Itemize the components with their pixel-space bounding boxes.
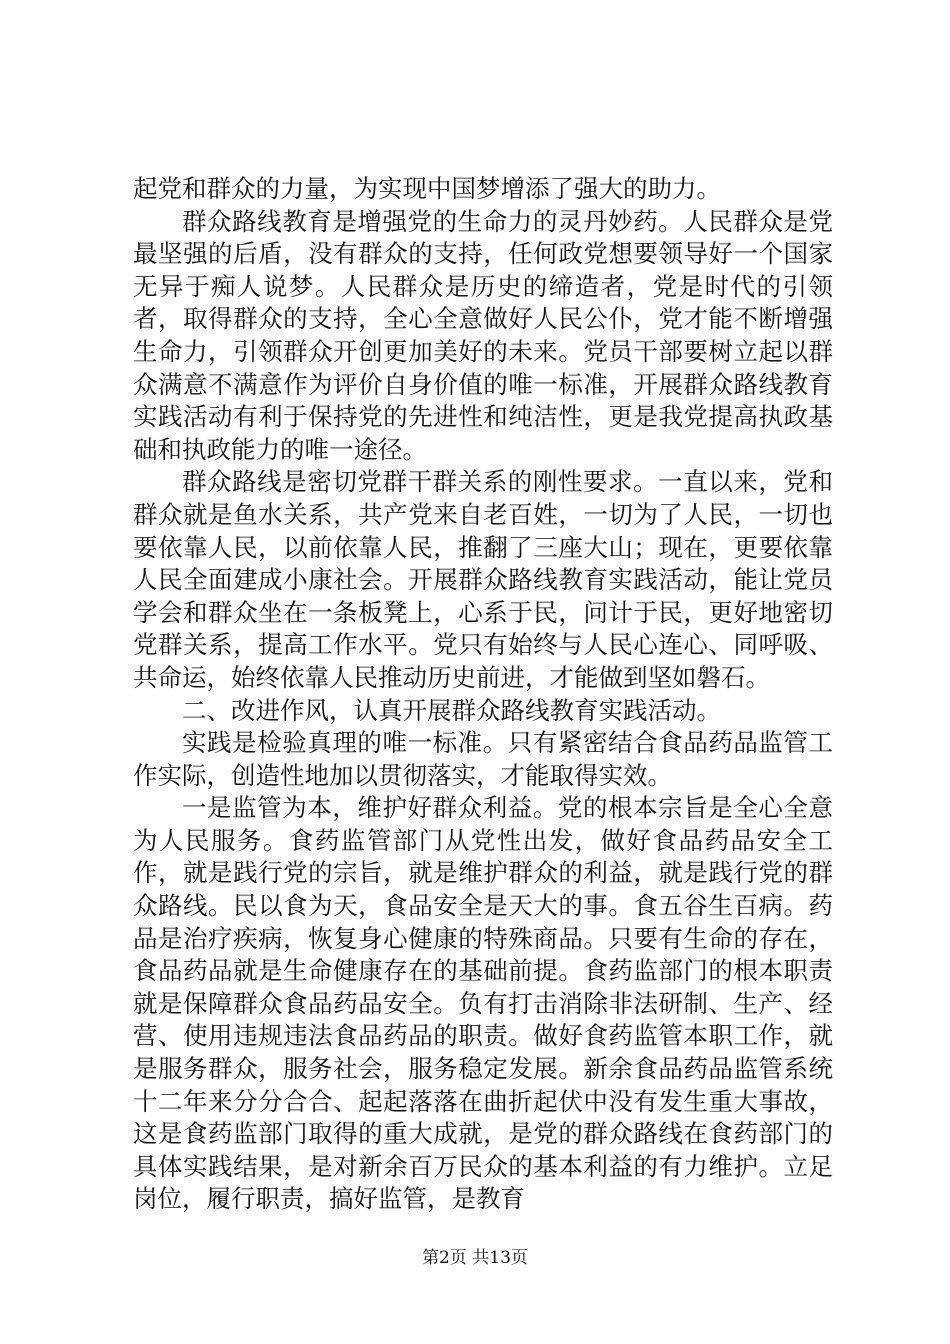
- page-number-footer: 第2页 共13页: [422, 1248, 528, 1268]
- paragraph: 一是监管为本，维护好群众利益。党的根本宗旨是全心全意为人民服务。食药监管部门从党性出发，做好食品药品安全工作，就是践行党的宗旨，就是维护群众的利益，就是践行党的群众路线。民以食为天，食品安全是天大的事。食五谷生百病。药品是治疗疾病，恢复身心健康的特殊商品。只要有生命的存在，食品药品就是生命健康存在的基础前提。食药监部门的根本职责就是保障群众食品药品安全。负有打击消除非法研制、生产、经营、使用违规违法食品药品的职责。做好食药监管本职工作，就是服务群众，服务社会，服务稳定发展。新余食品药品监管系统十二年来分分合合、起起落落在曲折起伏中没有发生重大事故，这是食药监部门取得的重大成就，是党的群众路线在食药部门的具体实践结果，是对新余百万民众的基本利益的有力维护。立足岗位，履行职责，搞好监管，是教育: [133, 793, 833, 1214]
- paragraph: 群众路线教育是增强党的生命力的灵丹妙药。人民群众是党最坚强的后盾，没有群众的支持，任何政党想要领导好一个国家无异于痴人说梦。人民群众是历史的缔造者，党是时代的引领者，取得群众的支持，全心全意做好人民公仆，党才能不断增强生命力，引领群众开创更加美好的未来。党员干部要树立起以群众满意不满意作为评价自身价值的唯一标准，开展群众路线教育实践活动有利于保持党的先进性和纯洁性，更是我党提高执政基础和执政能力的唯一途径。: [133, 206, 833, 464]
- document-body: [133, 173, 833, 1216]
- paragraph: 群众路线是密切党群干群关系的刚性要求。一直以来，党和群众就是鱼水关系，共产党来自老百姓，一切为了人民，一切也要依靠人民，以前依靠人民，推翻了三座大山；现在，更要依靠人民全面建成小康社会。开展群众路线教育实践活动，能让党员学会和群众坐在一条板凳上，心系于民，问计于民，更好地密切党群关系，提高工作水平。党只有始终与人民心连心、同呼吸、共命运，始终依靠人民推动历史前进，才能做到坚如磐石。: [133, 467, 833, 692]
- section-heading: 二、改进作风，认真开展群众路线教育实践活动。: [182, 695, 721, 725]
- paragraph: 实践是检验真理的唯一标准。只有紧密结合食品药品监管工作实际，创造性地加以贯彻落实，才能取得实效。: [133, 728, 833, 790]
- paragraph-continuation: 起党和群众的力量，为实现中国梦增添了强大的助力。: [133, 174, 721, 203]
